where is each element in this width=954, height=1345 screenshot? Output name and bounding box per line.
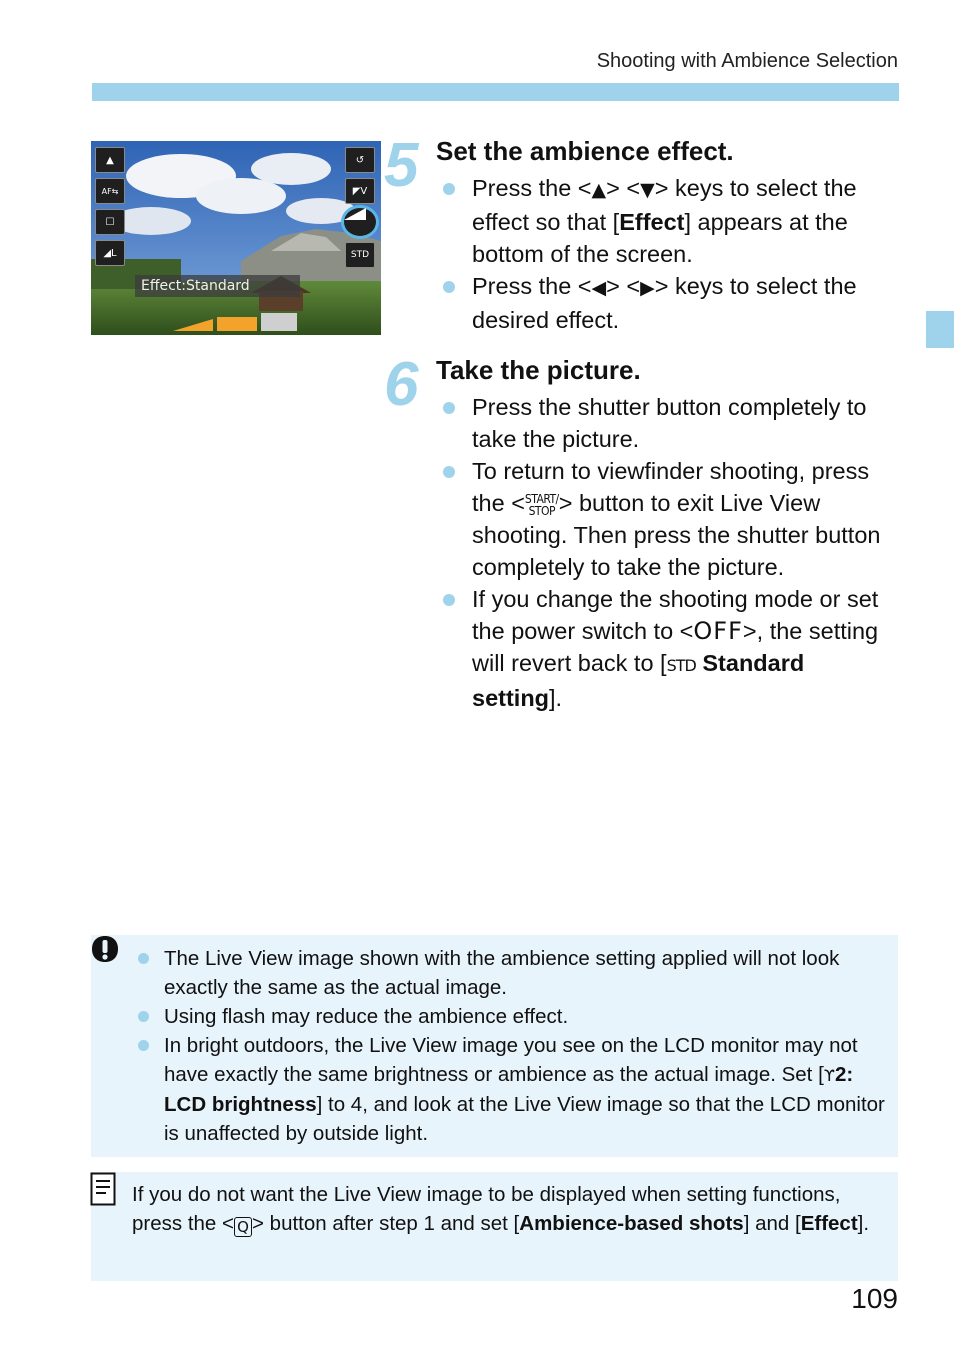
list-item: To return to viewfinder shooting, press the <START/ STOP > button to exit Live View shooting. Then press the shutter button completely to take the picture.: [440, 455, 900, 583]
step-number-6: 6: [384, 350, 419, 419]
step-number-5: 5: [384, 131, 419, 200]
memo-icon: [90, 1172, 116, 1206]
step-6-title: Take the picture.: [436, 355, 641, 385]
caution-list: [136, 944, 886, 1148]
step-5-bullets: [440, 172, 900, 336]
list-item: In bright outdoors, the Live View image you see on the LCD monitor may not have exactly the same brightness or ambience as the actual image. Set [ϒ2: LCD brightness] to 4, and look at the Live View image so that the LCD monitor is unaffected by outside light.: [136, 1031, 886, 1148]
lcd-screen-illustration: [91, 141, 381, 335]
lcd-af-icon: AF⇆: [95, 178, 125, 204]
list-item: If you change the shooting mode or set the power switch to <OFF>, the setting will revert back to [STD Standard setting].: [440, 583, 900, 714]
q-button-icon: Q: [234, 1217, 252, 1237]
lcd-picture-style-icon: ◤V: [345, 178, 375, 204]
header-bar: [92, 83, 899, 101]
step-6-bullets: [440, 391, 900, 714]
lcd-std-icon: STD: [345, 242, 375, 268]
caution-icon: [90, 934, 120, 964]
page-number: 109: [851, 1283, 898, 1314]
running-header: Shooting with Ambience Selection: [596, 50, 898, 72]
down-arrow-icon: ▼: [640, 179, 655, 201]
note-text: If you do not want the Live View image to be displayed when setting functions, press the < Q > button after step 1 and set [Ambience-based shots] and [Effect].: [132, 1183, 870, 1236]
lcd-ambience-icon: ▲: [95, 147, 125, 173]
left-arrow-icon: ◀: [591, 277, 607, 299]
start-stop-button-icon: START/ STOP: [524, 492, 559, 518]
landscape-photo: [91, 141, 381, 335]
up-arrow-icon: ▲: [591, 179, 607, 201]
list-item: Press the <▲> <▼> keys to select the effect so that [Effect] appears at the bottom of the screen.: [440, 172, 900, 270]
power-off-icon: OFF: [693, 617, 743, 645]
step-5-title: Set the ambience effect.: [436, 136, 734, 166]
chapter-tab: [926, 311, 954, 348]
lcd-effect-selected-icon: [341, 205, 379, 239]
lcd-effect-label: Effect:Standard: [135, 275, 300, 297]
list-item: The Live View image shown with the ambience setting applied will not look exactly the same as the actual image.: [136, 944, 886, 1002]
standard-setting-icon: STD: [666, 656, 696, 675]
wrench-icon: ϒ: [823, 1066, 835, 1085]
list-item: Using flash may reduce the ambience effect.: [136, 1002, 886, 1031]
lcd-return-icon: ↺: [345, 147, 375, 173]
right-arrow-icon: ▶: [640, 277, 655, 299]
list-item: Press the shutter button completely to take the picture.: [440, 391, 900, 455]
effect-level-icon: [344, 208, 366, 220]
lcd-drive-icon: ☐: [95, 209, 125, 235]
list-item: Press the <◀> <▶> keys to select the desired effect.: [440, 270, 900, 336]
lcd-quality-icon: ◢L: [95, 240, 125, 266]
